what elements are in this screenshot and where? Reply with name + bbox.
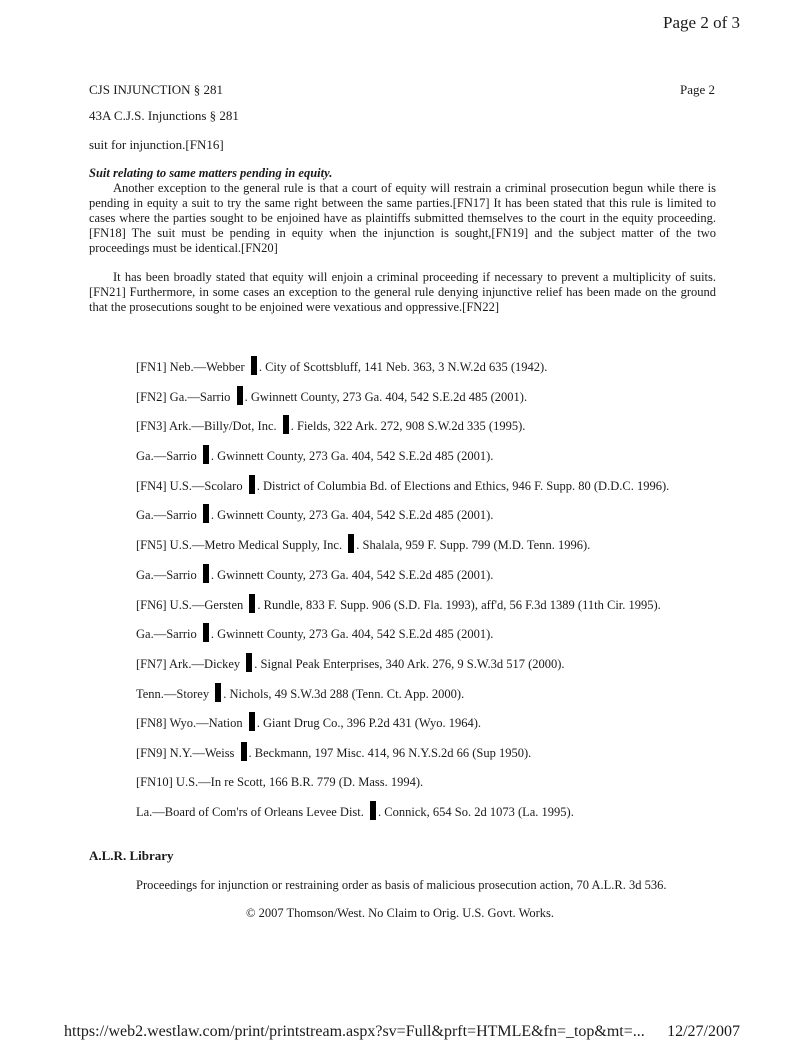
footnote-after: . Gwinnett County, 273 Ga. 404, 542 S.E.2d 485 (2001). bbox=[244, 389, 528, 404]
footnote bbox=[136, 801, 669, 831]
footnote-list bbox=[136, 356, 669, 831]
redaction-mark bbox=[203, 445, 209, 464]
paragraph-1: Another exception to the general rule is that a court of equity will restrain a criminal prosecution begun while there is pending in equity a suit to try the same right between the same parties.[FN17] It has been stated that this rule is limited to cases where the parties sought to be enjoined have as plaintiffs submitted themselves to the court in the equity proceeding.[FN18] The suit must be pending in equity when the injunction is sought,[FN19] and the subject matter of the two proceedings must be identical.[FN20] bbox=[89, 181, 716, 255]
footnote bbox=[136, 623, 669, 653]
alr-library-heading: A.L.R. Library bbox=[89, 848, 174, 863]
redaction-mark bbox=[237, 386, 243, 405]
footnote-before: Ga.—Sarrio bbox=[136, 627, 200, 642]
redaction-mark bbox=[370, 801, 376, 820]
footnote bbox=[136, 356, 669, 386]
footnote-before: [FN10] U.S.—In re Scott, 166 B.R. 779 (D. Mass. 1994). bbox=[136, 774, 424, 789]
footnote bbox=[136, 653, 669, 683]
redaction-mark bbox=[203, 564, 209, 583]
footnote bbox=[136, 683, 669, 713]
footnote-after: . District of Columbia Bd. of Elections and Ethics, 946 F. Supp. 80 (D.D.C. 1996). bbox=[256, 478, 670, 493]
footnote bbox=[136, 742, 669, 772]
footnote-before: Ga.—Sarrio bbox=[136, 508, 200, 523]
footer-date: 12/27/2007 bbox=[667, 1023, 740, 1040]
footnote bbox=[136, 534, 669, 564]
redaction-mark bbox=[251, 356, 257, 375]
footnote-after: . Gwinnett County, 273 Ga. 404, 542 S.E.2d 485 (2001). bbox=[210, 508, 494, 523]
footnote-after: . Signal Peak Enterprises, 340 Ark. 276, 9 S.W.3d 517 (2000). bbox=[254, 656, 565, 671]
footnote-before: [FN1] Neb.—Webber bbox=[136, 360, 248, 374]
footnote-after: . Beckmann, 197 Misc. 414, 96 N.Y.S.2d 66 (Sup 1950). bbox=[248, 745, 532, 760]
paragraph-2: It has been broadly stated that equity will enjoin a criminal proceeding if necessary to prevent a multiplicity of suits.[FN21] Furthermore, in some cases an exception to the general rule denying injunctive relief has been made on the ground that the prosecutions sought to be enjoined were vexatious and oppressive.[FN22] bbox=[89, 270, 716, 314]
page-counter: Page 2 of 3 bbox=[663, 13, 740, 32]
footnote-after: . City of Scottsbluff, 141 Neb. 363, 3 N.W.2d 635 (1942). bbox=[258, 360, 548, 374]
redaction-mark bbox=[215, 683, 221, 702]
redaction-mark bbox=[241, 742, 247, 761]
footnote bbox=[136, 564, 669, 594]
footnote-before: Ga.—Sarrio bbox=[136, 449, 200, 464]
footnote-before: Ga.—Sarrio bbox=[136, 567, 200, 582]
footnote-after: . Rundle, 833 F. Supp. 906 (S.D. Fla. 1993), aff'd, 56 F.3d 1389 (11th Cir. 1995). bbox=[257, 597, 661, 612]
footnote bbox=[136, 415, 669, 445]
section-heading: Suit relating to same matters pending in equity. bbox=[89, 166, 333, 180]
footnote bbox=[136, 504, 669, 534]
footnote-before: [FN5] U.S.—Metro Medical Supply, Inc. bbox=[136, 538, 346, 553]
footnote-before: [FN4] U.S.—Scolaro bbox=[136, 478, 246, 493]
footnote-before: La.—Board of Com'rs of Orleans Levee Dist. bbox=[136, 805, 368, 820]
footnote-before: [FN9] N.Y.—Weiss bbox=[136, 745, 238, 760]
footer-url: https://web2.westlaw.com/print/printstream.aspx?sv=Full&prft=HTMLE&fn=_top&mt=... bbox=[64, 1023, 645, 1040]
footnote-after: . Gwinnett County, 273 Ga. 404, 542 S.E.2d 485 (2001). bbox=[210, 627, 494, 642]
footnote bbox=[136, 475, 669, 505]
footnote-after: . Gwinnett County, 273 Ga. 404, 542 S.E.2d 485 (2001). bbox=[210, 567, 494, 582]
footnote-after: . Connick, 654 So. 2d 1073 (La. 1995). bbox=[378, 805, 574, 820]
citation: 43A C.J.S. Injunctions § 281 bbox=[89, 108, 239, 123]
footnote-before: [FN6] U.S.—Gersten bbox=[136, 597, 247, 612]
footnote-after: . Giant Drug Co., 396 P.2d 431 (Wyo. 1964). bbox=[256, 716, 482, 731]
alr-library-text: Proceedings for injunction or restraining order as basis of malicious prosecution action, 70 A.L.R. 3d 536. bbox=[136, 878, 667, 892]
footnote-before: Tenn.—Storey bbox=[136, 686, 213, 701]
redaction-mark bbox=[283, 415, 289, 434]
page-number: Page 2 bbox=[679, 82, 715, 97]
footnote-before: [FN8] Wyo.—Nation bbox=[136, 716, 246, 731]
redaction-mark bbox=[249, 475, 255, 494]
footnote-before: [FN2] Ga.—Sarrio bbox=[136, 389, 234, 404]
redaction-mark bbox=[249, 712, 255, 731]
footnote bbox=[136, 772, 669, 802]
redaction-mark bbox=[203, 504, 209, 523]
redaction-mark bbox=[249, 594, 255, 613]
continuation-text: suit for injunction.[FN16] bbox=[89, 137, 224, 152]
copyright-notice: © 2007 Thomson/West. No Claim to Orig. U.S. Govt. Works. bbox=[245, 906, 555, 920]
redaction-mark bbox=[348, 534, 354, 553]
footnote-before: [FN7] Ark.—Dickey bbox=[136, 656, 244, 671]
footnote bbox=[136, 445, 669, 475]
footnote bbox=[136, 594, 669, 624]
doc-title: CJS INJUNCTION § 281 bbox=[89, 82, 223, 97]
footnote bbox=[136, 386, 669, 416]
footnote-after: . Nichols, 49 S.W.3d 288 (Tenn. Ct. App. 2000). bbox=[223, 686, 465, 701]
footnote bbox=[136, 712, 669, 742]
footnote-after: . Shalala, 959 F. Supp. 799 (M.D. Tenn. 1996). bbox=[356, 538, 591, 553]
redaction-mark bbox=[203, 623, 209, 642]
footnote-after: . Fields, 322 Ark. 272, 908 S.W.2d 335 (1995). bbox=[290, 419, 526, 434]
redaction-mark bbox=[246, 653, 252, 672]
footnote-after: . Gwinnett County, 273 Ga. 404, 542 S.E.2d 485 (2001). bbox=[210, 449, 494, 464]
footnote-before: [FN3] Ark.—Billy/Dot, Inc. bbox=[136, 419, 280, 434]
